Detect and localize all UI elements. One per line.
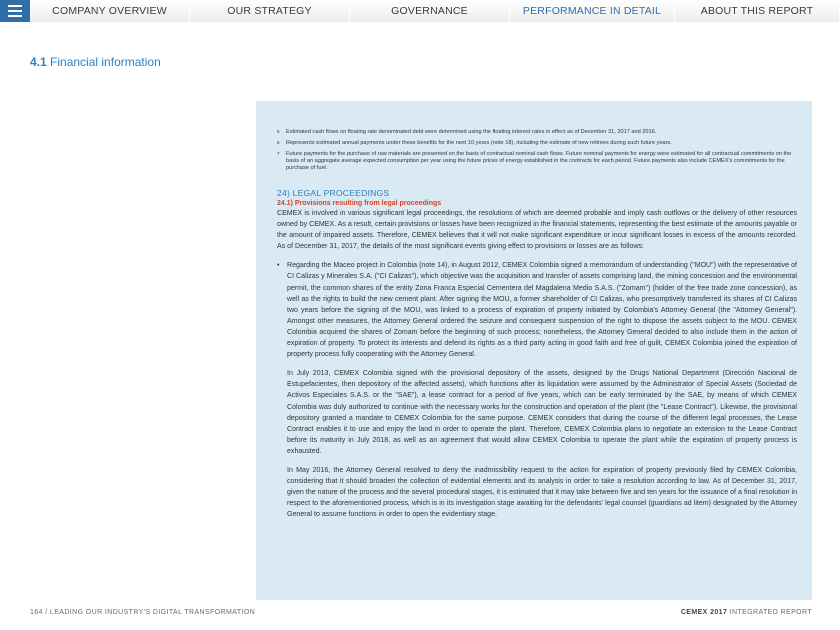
bullet-item [277,260,797,360]
content-panel [256,101,812,600]
section-title-text: Financial information [50,55,161,69]
legal-subheading: 24.1) Provisions resulting from legal proceedings [277,200,442,207]
footnote-mark: 7 [277,150,280,156]
tab-company-overview[interactable]: COMPANY OVERVIEW [30,0,190,22]
footnote-mark: 6 [277,139,280,145]
lease-paragraph: In July 2013, CEMEX Colombia signed with the provisional depository of the assets, designed by the Drugs National Department (Dirección Nacional de Estupefacientes, then depository of the affected assets), which functions after its liquidation were assumed by the Administrator of Special Assets (Sociedad de Activos Especiales S.A.S. or the "SAE"), a lease contract for a period of five years, which can be early terminated by the SAE, by means of which CEMEX Colombia was duly authorized to continue with the necessary works for the construction and operation of the plant (the "Lease Contract"). Likewise, the provisional depository granted a mandate to CEMEX Colombia for the same purpose. CEMEX considers that during the course of the different legal processes, the Lease Contract enables it to use and enjoy the land in order to operate the plant. Therefore, CEMEX Colombia plans to negotiate an extension to the Lease Contract before its maturity in July 2018, as well as an agreement that would allow CEMEX Colombia to operate the plant while the expiration of property process is exhausted. [287,370,797,455]
footnote-text: Future payments for the purchase of raw materials are presented on the basis of contractual nominal cash flows. Future nominal payments for energy were estimated for all contractual commitments on the basis of an aggregate average expected consumption per year using the future prices of energy established in the contracts for each period. Future payments also include CEMEX's commitments for the purchase of fuel. [286,150,792,171]
intro-paragraph: CEMEX is involved in various significant legal proceedings, the resolutions of which are deemed probable and imply cash outflows or the delivery of other resources owned by CEMEX. As a result, certain provisions or losses have been recognized in the financial statements, representing the best estimate of the amounts payable or the amount of impaired assets. Therefore, CEMEX believes that it will not make significant expenditure or incur significant losses in excess of the amounts recorded. As of December 31, 2017, the details of the most significant events giving effect to provisions or losses are as follows: [277,210,797,251]
footnote-text: Represents estimated annual payments under these benefits for the next 10 years (note 18), including the estimate of new retirees during such future years. [286,139,672,146]
footer-page-label: 164 / LEADING OUR INDUSTRY'S DIGITAL TRANSFORMATION [30,609,256,616]
tab-governance[interactable]: GOVERNANCE [350,0,510,22]
top-navigation [0,0,840,22]
footnote-text: Estimated cash flows on floating rate denominated debt were determined using the floating interest rates in effect as of December 31, 2017 and 2016. [286,129,657,135]
footer-report-text: INTEGRATED REPORT [729,609,812,616]
page-title [30,55,161,69]
footnote [277,140,797,147]
legal-heading: 24) LEGAL PROCEEDINGS [277,188,390,198]
bullet-paragraph: Regarding the Maceo project in Colombia (note 14), in August 2012, CEMEX Colombia signed a memorandum of understanding ("MOU") with the representative of CI Calizas y Minerales S.A. ("CI Calizas"), which objective was the acquisition and transfer of assets comprising land, the mining concession and the environmental permit, the common shares of the entity Zona Franca Especial Cementera del Magdalena Medio S.A.S. ("Zomam") (holder of the free trade zone concession), as well as the rights to build the new cement plant. After signing the MOU, a former shareholder of CI Calizas, who presumptively transferred its shares of CI Calizas two years before the signing of the MOU, was linked to a process of expiration of property initiated by Colombia's Attorney General (the "Attorney General"). Amongst other measures, the Attorney General ordered the seizure and consequent suspension of the right to dispose the assets subject to the MOU. CEMEX Colombia acquired the shares of Zomam before the beginning of such process; nonetheless, the Attorney General decided to also include them in the action of expiration of property. To protect its interests and defend its rights as a third party acting in good faith and free of guilt, CEMEX Colombia joined the expiration of property process fully cooperating with the Attorney General. [287,262,797,359]
footnote-mark: 5 [277,129,280,134]
footnote [277,151,797,172]
footnotes [277,129,797,176]
footer-report-label [681,609,812,616]
menu-icon[interactable] [0,0,30,22]
footnote [277,129,797,136]
tab-about-this-report[interactable]: ABOUT THIS REPORT [675,0,840,22]
section-number: 4.1 [30,55,47,69]
tab-performance-in-detail[interactable]: PERFORMANCE IN DETAIL [510,0,675,22]
bullet-icon: • [277,262,280,270]
tab-our-strategy[interactable]: OUR STRATEGY [190,0,350,22]
attorney-paragraph: In May 2016, the Attorney General resolved to deny the inadmissibility request to the action for expiration of property previously filed by CEMEX Colombia, considering that it should broaden the collection of evidential elements and its analysis in order to take a resolution according to law. As of December 31, 2017, given the nature of the process and the several procedural stages, it is estimated that it may take between five and ten years for the issuance of a final resolution in respect to the aforementioned process, which is in its investigation stage awaiting for the defendants' legal counsel (guardians ad litem) designated by the Attorney General to assume functions in order to open the evidentiary stage. [287,466,797,519]
legal-proceedings-section [277,188,797,520]
footer-brand: CEMEX 2017 [680,609,728,616]
